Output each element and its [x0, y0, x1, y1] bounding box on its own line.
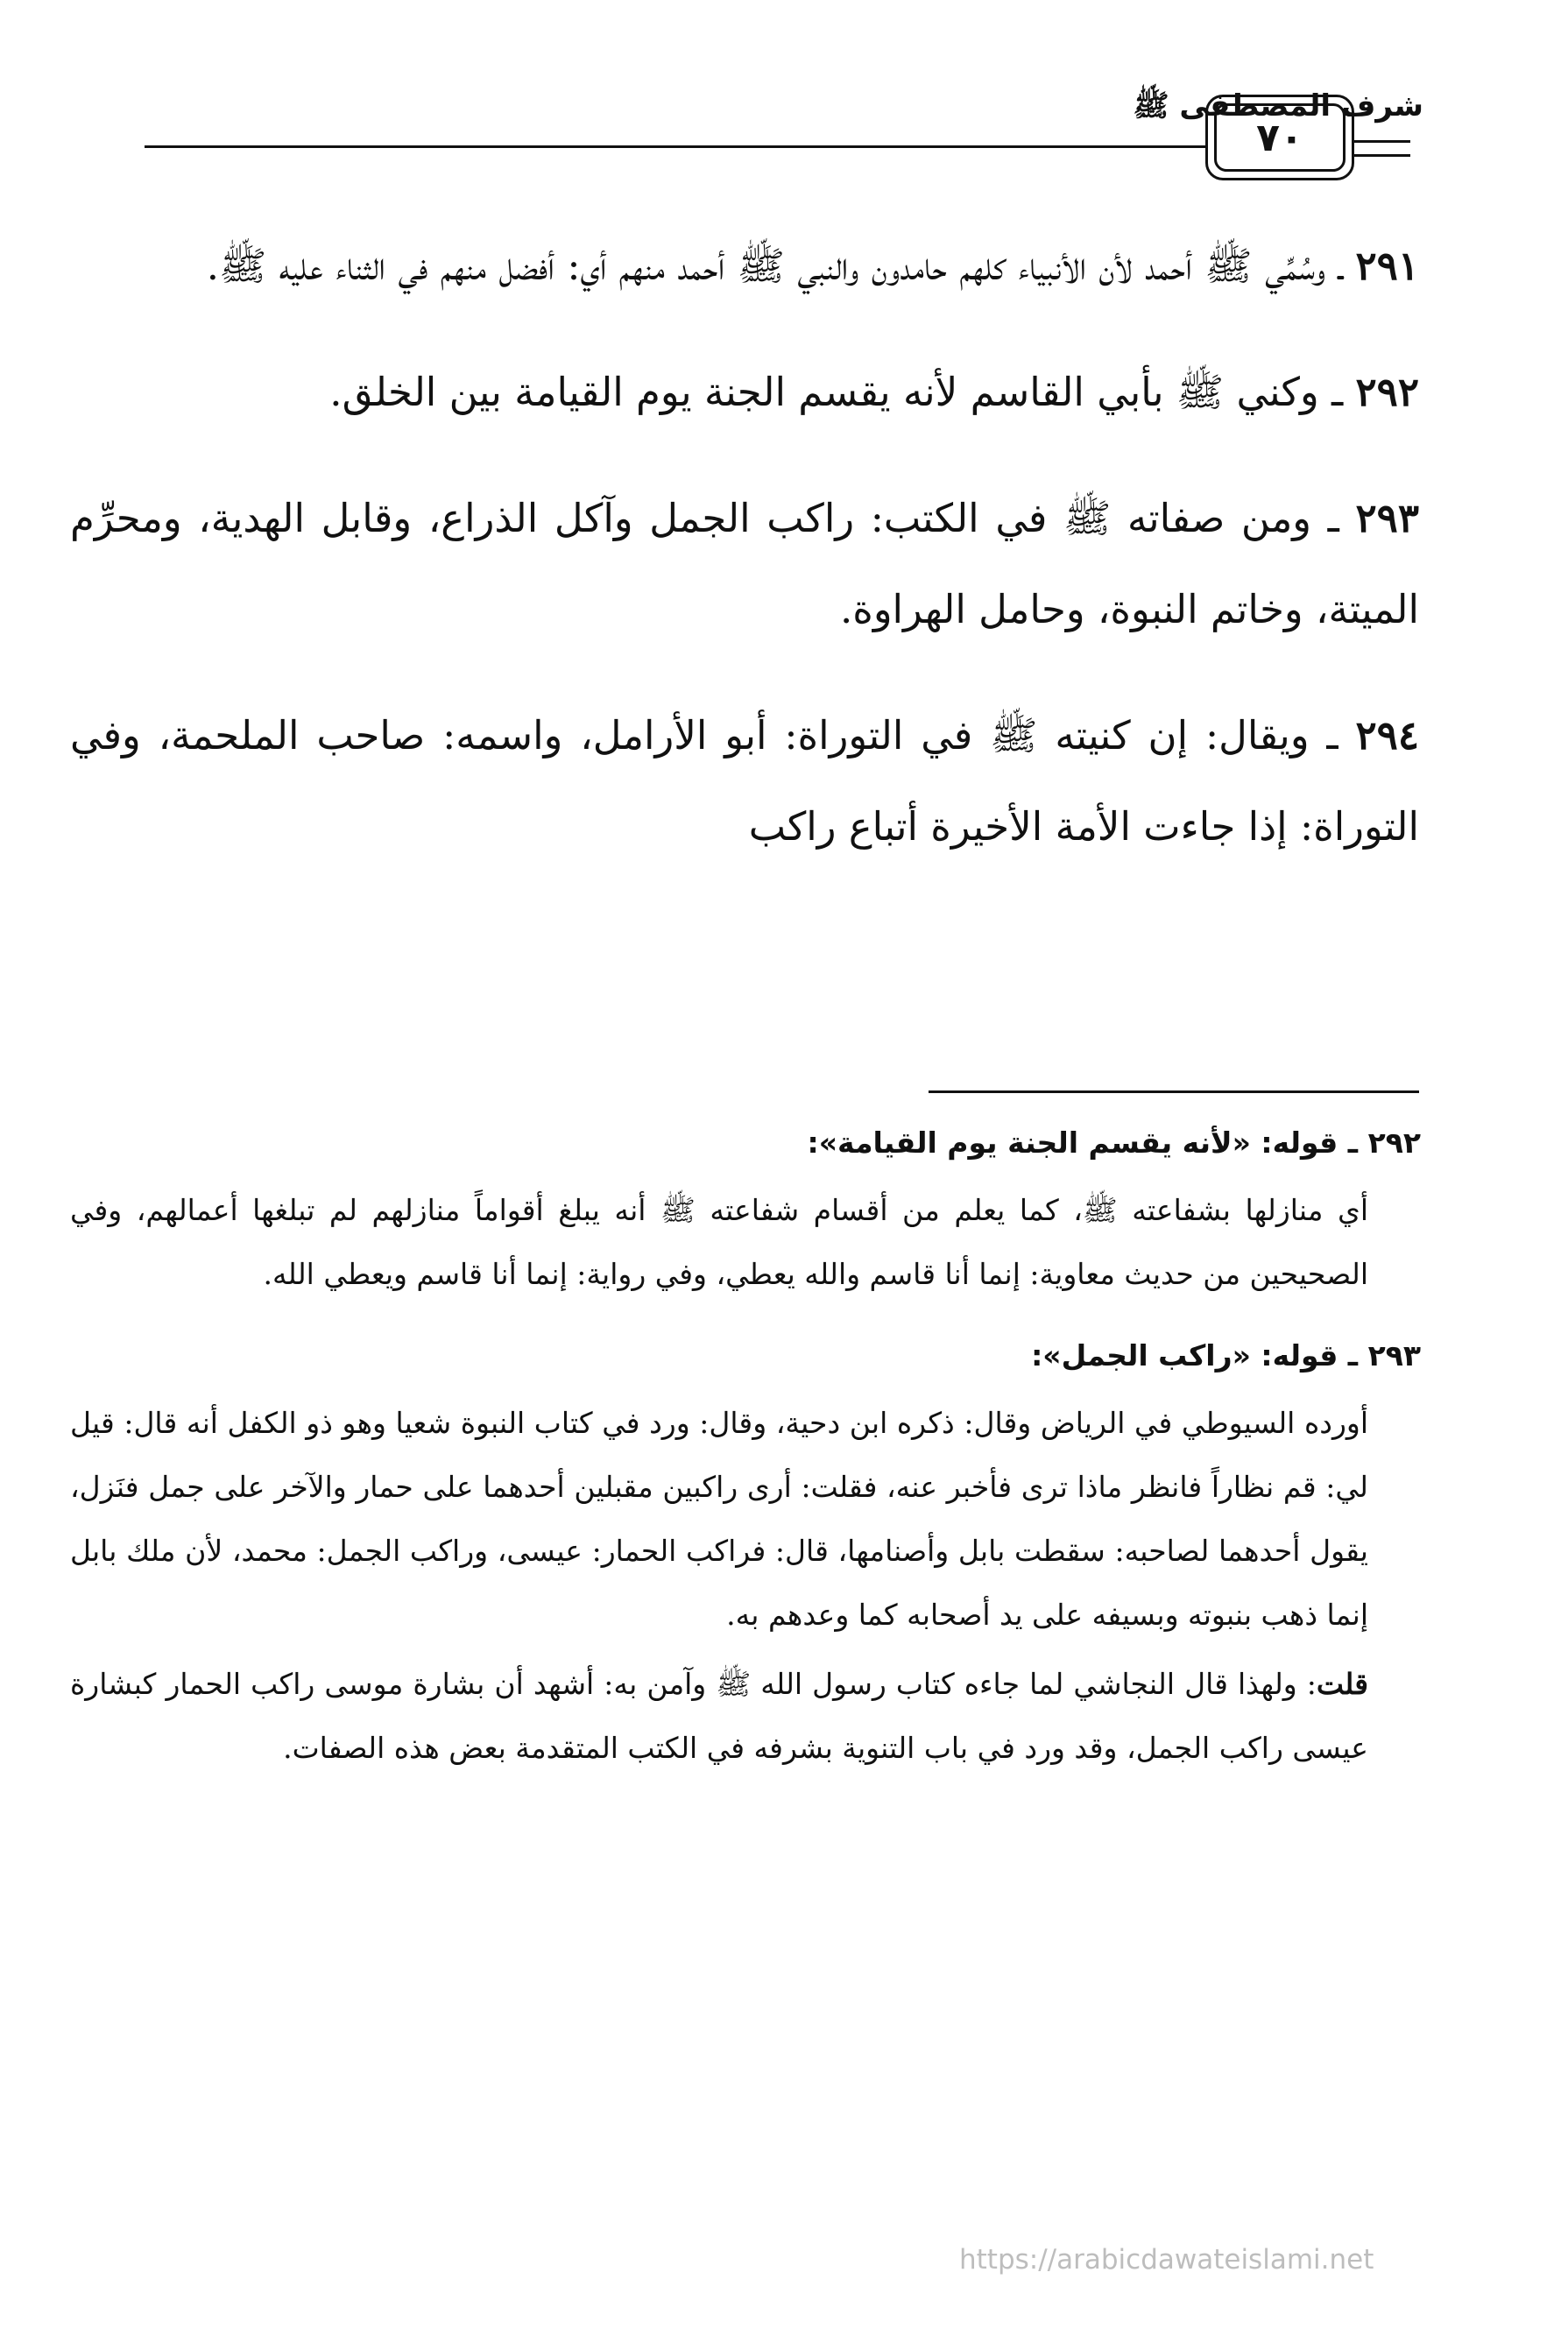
footnotes: [70, 1111, 1421, 1797]
paragraph-291: [70, 221, 1419, 312]
footnote-lead: قلت: [1316, 1667, 1368, 1701]
page-number-frame: [1205, 95, 1354, 180]
watermark-url: https://arabicdawateislami.net: [959, 2244, 1374, 2276]
header-rule-right-lower: [1354, 154, 1410, 157]
footnote-body: [70, 1652, 1368, 1780]
page-number: ٧٠: [1256, 115, 1303, 160]
paragraph-number: ٢٩٢: [1355, 369, 1419, 415]
paragraph-text: ـ ومن صفاته ﷺ في الكتب: راكب الجمل وآكل الذراع، وقابل الهدية، ومحرِّم الميتة، وخاتم النبوة، وحامل الهراوة.: [70, 495, 1419, 632]
paragraph-text: ـ وسُمِّي ﷺ أحمد لأن الأنبياء كلهم حامدون والنبي ﷺ أحمد منهم أي: أفضل منهم في الثناء عليه ﷺ.: [206, 243, 1356, 289]
paragraph-number: ٢٩٤: [1355, 712, 1419, 759]
paragraph-294: [70, 690, 1419, 872]
paragraph-number: ٢٩١: [1355, 243, 1419, 289]
paragraph-292: [70, 347, 1419, 438]
footnote-body: [70, 1391, 1368, 1647]
footnote-heading: ٢٩٢ ـ قوله: «لأنه يقسم الجنة يوم القيامة»:: [807, 1126, 1421, 1160]
paragraph-number: ٢٩٣: [1355, 495, 1419, 541]
running-title: شرف المصطفى ﷺ: [1133, 88, 1423, 124]
footnote-text: : ولهذا قال النجاشي لما جاءه كتاب رسول الله ﷺ وآمن به: أشهد أن بشارة موسى راكب الحمار كبشارة عيسى راكب الجمل، وقد ورد في باب التنوية بشرفه في الكتب المتقدمة بعض هذه الصفات.: [70, 1667, 1368, 1765]
paragraph-text: ـ ويقال: إن كنيته ﷺ في التوراة: أبو الأرامل، واسمه: صاحب الملحمة، وفي التوراة: إذا جاءت الأمة الأخيرة أتباع راكب: [70, 712, 1419, 850]
paragraph-text: ـ وكني ﷺ بأبي القاسم لأنه يقسم الجنة يوم القيامة بين الخلق.: [329, 369, 1356, 415]
footnote-text: أورده السيوطي في الرياض وقال: ذكره ابن دحية، وقال: ورد في كتاب النبوة شعيا وهو ذو الكفل أنه قال: قيل لي: قم نظاراً فانظر ماذا ترى فأخبر عنه، فقلت: أرى راكبين مقبلين أحدهما على حمار والآخر على جمل فنَزل، يقول أحدهما لصاحبه: سقطت بابل وأصنامها، قال: فراكب الحمار: عيسى، وراكب الجمل: محمد، لأن ملك بابل إنما ذهب بنبوته وبسيفه على يد أصحابه كما وعدهم به.: [70, 1406, 1368, 1632]
footnote-heading: ٢٩٣ ـ قوله: «راكب الجمل»:: [1031, 1338, 1421, 1373]
footnote-text: أي منازلها بشفاعته ﷺ، كما يعلم من أقسام شفاعته ﷺ أنه يبلغ أقواماً منازلهم لم تبلغها أعمالهم، وفي الصحيحين من حديث معاوية: إنما أنا قاسم والله يعطي، وفي رواية: إنما أنا قاسم ويعطي الله.: [70, 1193, 1368, 1291]
header-rule-right: [1354, 140, 1410, 143]
paragraph-293: [70, 473, 1419, 655]
footnote-separator: [929, 1090, 1419, 1093]
header-rule: [145, 145, 1205, 148]
main-text: [70, 221, 1419, 907]
footnote-body: [70, 1178, 1368, 1306]
